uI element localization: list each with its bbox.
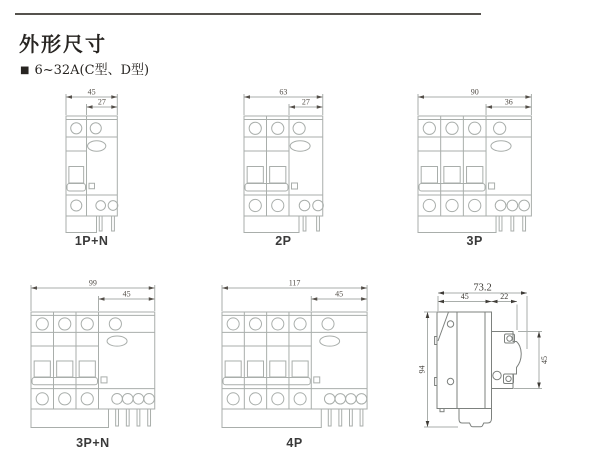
- dimension-text: 90: [470, 87, 479, 97]
- dimension-text: 36: [504, 97, 513, 107]
- dimension-text: 45: [122, 289, 131, 299]
- dimension-text: 73.2: [473, 282, 492, 294]
- dimension-text: 45: [460, 292, 469, 302]
- figure-label-3p-n: 3P+N: [76, 436, 110, 450]
- dimension-text: 45: [335, 289, 344, 299]
- subtitle-text: 6~32A(C型、D型): [34, 63, 150, 78]
- front-view-4p: [222, 279, 367, 428]
- dimension-text: 27: [301, 97, 310, 107]
- side-view: [435, 312, 522, 427]
- dimension-text: 94: [417, 365, 427, 374]
- bullet-square-icon: ■: [20, 65, 30, 76]
- front-view-3p: [418, 88, 531, 233]
- front-view-3p-n: [31, 279, 155, 428]
- figure-label-2p: 2P: [275, 234, 292, 248]
- dimension-text: 45: [539, 356, 549, 364]
- dimension-text: 99: [88, 278, 97, 288]
- page-title: 外形尺寸: [19, 32, 107, 56]
- dimension-text: 63: [279, 87, 288, 97]
- front-view-1p-n: [66, 88, 118, 233]
- dimension-text: 27: [97, 97, 106, 107]
- figure-label-1p-n: 1P+N: [74, 234, 109, 248]
- figure-label-3p: 3P: [466, 234, 483, 248]
- dimension-text: 22: [500, 292, 509, 302]
- dimension-text: 45: [87, 87, 96, 97]
- front-view-2p: [244, 88, 323, 233]
- figure-label-4p: 4P: [286, 436, 303, 450]
- dimension-text: 117: [288, 278, 301, 288]
